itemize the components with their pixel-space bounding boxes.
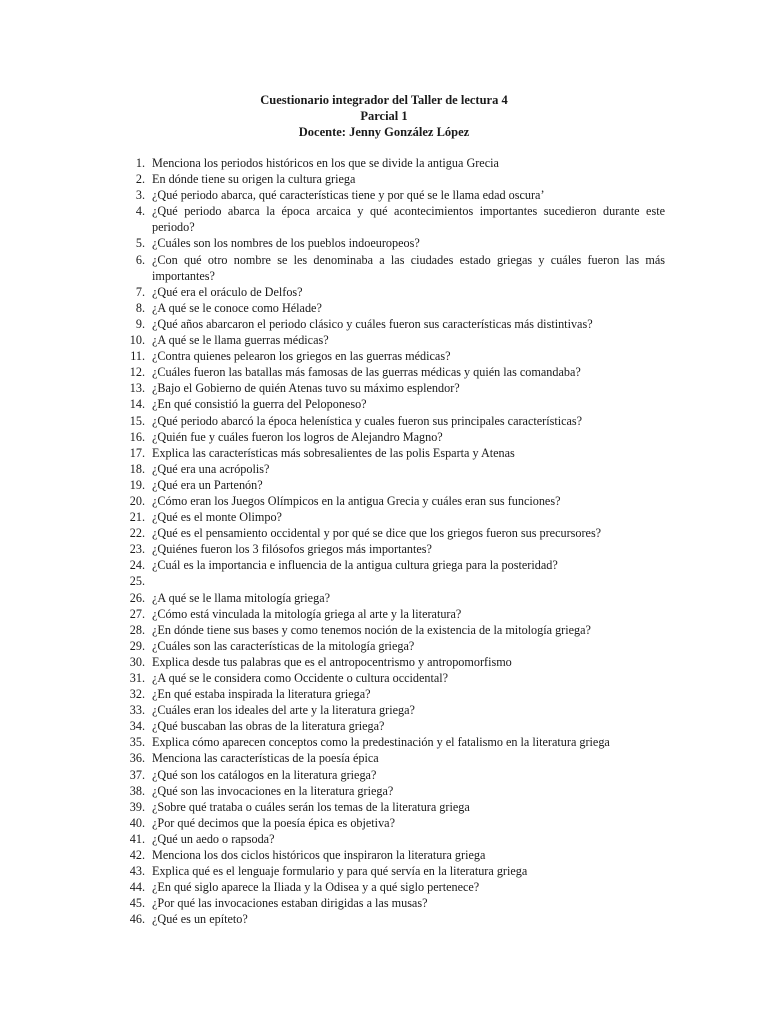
- question-item: [115, 911, 665, 927]
- document-teacher: Docente: Jenny González López: [298, 125, 470, 139]
- question-text: ¿Qué son los catálogos en la literatura griega?: [152, 767, 377, 782]
- question-text: ¿Qué son las invocaciones en la literatura griega?: [152, 783, 394, 798]
- question-number: 20.: [129, 493, 145, 508]
- question-number: 46.: [129, 912, 145, 927]
- question-text: ¿En dónde tiene sus bases y como tenemos noción de la existencia de la mitología griega?: [152, 622, 591, 637]
- question-text: Menciona los dos ciclos históricos que inspiraron la literatura griega: [152, 848, 486, 863]
- question-text: Explica cómo aparecen conceptos como la predestinación y el fatalismo en la literatura griega: [152, 735, 610, 750]
- question-text: ¿Qué años abarcaron el periodo clásico y cuáles fueron sus características más distintivas?: [152, 316, 593, 331]
- question-text: ¿Cómo está vinculada la mitología griega al arte y la literatura?: [152, 606, 462, 621]
- question-number: 11.: [130, 349, 145, 364]
- question-number: 41.: [129, 831, 145, 846]
- question-item: [115, 734, 665, 750]
- question-number: 26.: [129, 590, 145, 605]
- question-item: [115, 203, 665, 235]
- document-title: Cuestionario integrador del Taller de lectura 4: [260, 93, 508, 107]
- question-number: 40.: [129, 815, 145, 830]
- question-text: ¿Cuál es la importancia e influencia de la antigua cultura griega para la posteridad?: [152, 558, 558, 573]
- question-item: [115, 300, 665, 316]
- question-text: ¿Quiénes fueron los 3 filósofos griegos más importantes?: [152, 542, 432, 557]
- question-item: [115, 767, 665, 783]
- question-item: [115, 606, 665, 622]
- question-number: 16.: [129, 429, 145, 444]
- question-text: ¿Sobre qué trataba o cuáles serán los temas de la literatura griega: [152, 799, 470, 814]
- question-item: [115, 541, 665, 557]
- question-text: ¿Qué es un epíteto?: [152, 912, 248, 927]
- question-number: 23.: [129, 542, 145, 557]
- question-text: ¿Con qué otro nombre se les denominaba a las ciudades estado griegas y cuáles fueron las más importantes?: [152, 252, 665, 283]
- question-text: ¿A qué se le considera como Occidente o cultura occidental?: [152, 671, 449, 685]
- question-number: 19.: [129, 477, 145, 492]
- question-item: [115, 879, 665, 895]
- question-text: ¿Cómo eran los Juegos Olímpicos en la antigua Grecia y cuáles eran sus funciones?: [152, 493, 561, 508]
- question-number: 21.: [129, 510, 145, 525]
- question-item: [115, 670, 665, 686]
- question-text: ¿Cuáles son los nombres de los pueblos indoeuropeos?: [152, 236, 420, 251]
- question-text: Explica las características más sobresalientes de las polis Esparta y Atenas: [152, 445, 515, 460]
- question-number: 2.: [135, 172, 145, 187]
- question-item: [115, 429, 665, 445]
- document-subtitle: Parcial 1: [360, 109, 408, 123]
- question-text: ¿Por qué las invocaciones estaban dirigidas a las musas?: [152, 896, 428, 911]
- question-item: [115, 815, 665, 831]
- question-number: 1.: [135, 156, 145, 170]
- question-number: 38.: [129, 783, 145, 798]
- question-number: 35.: [129, 735, 145, 750]
- question-number: 28.: [129, 622, 145, 637]
- question-text: ¿En qué estaba inspirada la literatura griega?: [152, 687, 371, 702]
- question-number: 42.: [129, 848, 145, 863]
- question-text: ¿Bajo el Gobierno de quién Atenas tuvo su máximo esplendor?: [152, 381, 460, 396]
- question-item: [115, 493, 665, 509]
- question-item: [115, 396, 665, 412]
- question-item: [115, 895, 665, 911]
- question-text: ¿A qué se le llama mitología griega?: [152, 590, 331, 605]
- question-text: ¿Qué es el pensamiento occidental y por qué se dice que los griegos fueron sus precursores?: [152, 526, 602, 541]
- question-item: [115, 654, 665, 670]
- question-text: ¿Qué era un Partenón?: [152, 477, 263, 492]
- question-item: [115, 332, 665, 348]
- question-number: 15.: [129, 413, 145, 428]
- question-number: 32.: [129, 687, 145, 702]
- question-number: 7.: [135, 284, 145, 299]
- question-item: [115, 638, 665, 654]
- question-text: ¿Qué periodo abarcó la época helenística y cuales fueron sus principales características?: [152, 413, 583, 428]
- question-item: [115, 863, 665, 879]
- question-text: En dónde tiene su origen la cultura griega: [152, 172, 356, 187]
- question-item: [115, 783, 665, 799]
- question-item: [115, 445, 665, 461]
- question-number: 18.: [129, 461, 145, 476]
- question-text: ¿Qué es el monte Olimpo?: [152, 510, 282, 525]
- question-number: 36.: [129, 751, 145, 766]
- question-item: [115, 364, 665, 380]
- question-number: 14.: [129, 397, 145, 412]
- question-number: 34.: [129, 719, 145, 734]
- question-number: 37.: [129, 767, 145, 782]
- question-item: [115, 702, 665, 718]
- question-number: 6.: [135, 252, 145, 267]
- question-text: ¿Por qué decimos que la poesía épica es objetiva?: [152, 815, 395, 830]
- question-item: [115, 622, 665, 638]
- question-text: ¿Qué era el oráculo de Delfos?: [152, 284, 303, 299]
- question-item: [115, 187, 665, 203]
- question-text: ¿Cuáles son las características de la mitología griega?: [152, 638, 415, 653]
- question-list: [115, 155, 665, 928]
- question-text: ¿En qué consistió la guerra del Peloponeso?: [152, 397, 367, 412]
- question-number: 25.: [129, 574, 145, 589]
- question-number: 24.: [129, 558, 145, 573]
- question-item: [115, 831, 665, 847]
- question-text: Explica desde tus palabras que es el antropocentrismo y antropomorfismo: [152, 654, 512, 669]
- question-item: [115, 461, 665, 477]
- question-item: [115, 750, 665, 766]
- question-text: ¿Qué era una acrópolis?: [152, 461, 270, 476]
- question-text: ¿Quién fue y cuáles fueron los logros de Alejandro Magno?: [152, 429, 443, 444]
- question-number: 43.: [129, 864, 145, 879]
- question-number: 33.: [129, 703, 145, 718]
- question-item: [115, 718, 665, 734]
- question-text: ¿En qué siglo aparece la Iliada y la Odisea y a qué siglo pertenece?: [152, 880, 480, 895]
- question-number: 5.: [135, 236, 145, 251]
- question-item: [115, 847, 665, 863]
- question-item: [115, 557, 665, 573]
- question-number: 22.: [129, 526, 145, 541]
- question-number: 17.: [129, 445, 145, 460]
- question-text: Menciona los periodos históricos en los que se divide la antigua Grecia: [152, 156, 499, 170]
- question-number: 8.: [135, 300, 145, 315]
- question-text: ¿Qué un aedo o rapsoda?: [152, 831, 275, 846]
- question-item: [115, 284, 665, 300]
- question-item: [115, 799, 665, 815]
- question-text: ¿Contra quienes pelearon los griegos en las guerras médicas?: [152, 349, 451, 364]
- question-number: 13.: [129, 381, 145, 396]
- question-item: [115, 155, 665, 171]
- question-item: [115, 413, 665, 429]
- document-header: [0, 92, 768, 140]
- question-text: ¿Qué buscaban las obras de la literatura griega?: [152, 719, 385, 734]
- question-item: [115, 235, 665, 251]
- question-number: 3.: [135, 188, 145, 203]
- question-number: 12.: [129, 365, 145, 380]
- question-text: ¿Qué periodo abarca, qué características tiene y por qué se le llama edad oscura’: [152, 188, 545, 203]
- question-item: [115, 316, 665, 332]
- question-item: [115, 348, 665, 364]
- question-number: 31.: [129, 671, 145, 685]
- question-number: 29.: [129, 638, 145, 653]
- question-item: [115, 380, 665, 396]
- question-text: ¿Qué periodo abarca la época arcaica y qué acontecimientos importantes sucedieron durante este periodo?: [152, 204, 665, 235]
- question-number: 39.: [129, 799, 145, 814]
- question-number: 27.: [129, 606, 145, 621]
- question-text: Menciona las características de la poesía épica: [152, 751, 379, 766]
- question-item: [115, 252, 665, 284]
- question-item: [115, 171, 665, 187]
- question-item: [115, 477, 665, 493]
- question-text: ¿A qué se le conoce como Hélade?: [152, 300, 322, 315]
- question-item: [115, 509, 665, 525]
- question-text: ¿Cuáles fueron las batallas más famosas de las guerras médicas y quién las comandaba?: [152, 365, 581, 380]
- question-number: 4.: [135, 204, 145, 219]
- question-number: 45.: [129, 896, 145, 911]
- question-text: ¿Cuáles eran los ideales del arte y la literatura griega?: [152, 703, 415, 718]
- question-number: 9.: [135, 316, 145, 331]
- question-item: [115, 686, 665, 702]
- question-number: 10.: [129, 333, 145, 348]
- question-item: [115, 525, 665, 541]
- question-text: [152, 574, 155, 588]
- question-number: 30.: [129, 654, 145, 669]
- question-text: ¿A qué se le llama guerras médicas?: [152, 333, 329, 348]
- question-text: Explica qué es el lenguaje formulario y para qué servía en la literatura griega: [152, 864, 528, 879]
- question-item: [115, 590, 665, 606]
- question-item: [115, 573, 665, 589]
- question-number: 44.: [129, 880, 145, 895]
